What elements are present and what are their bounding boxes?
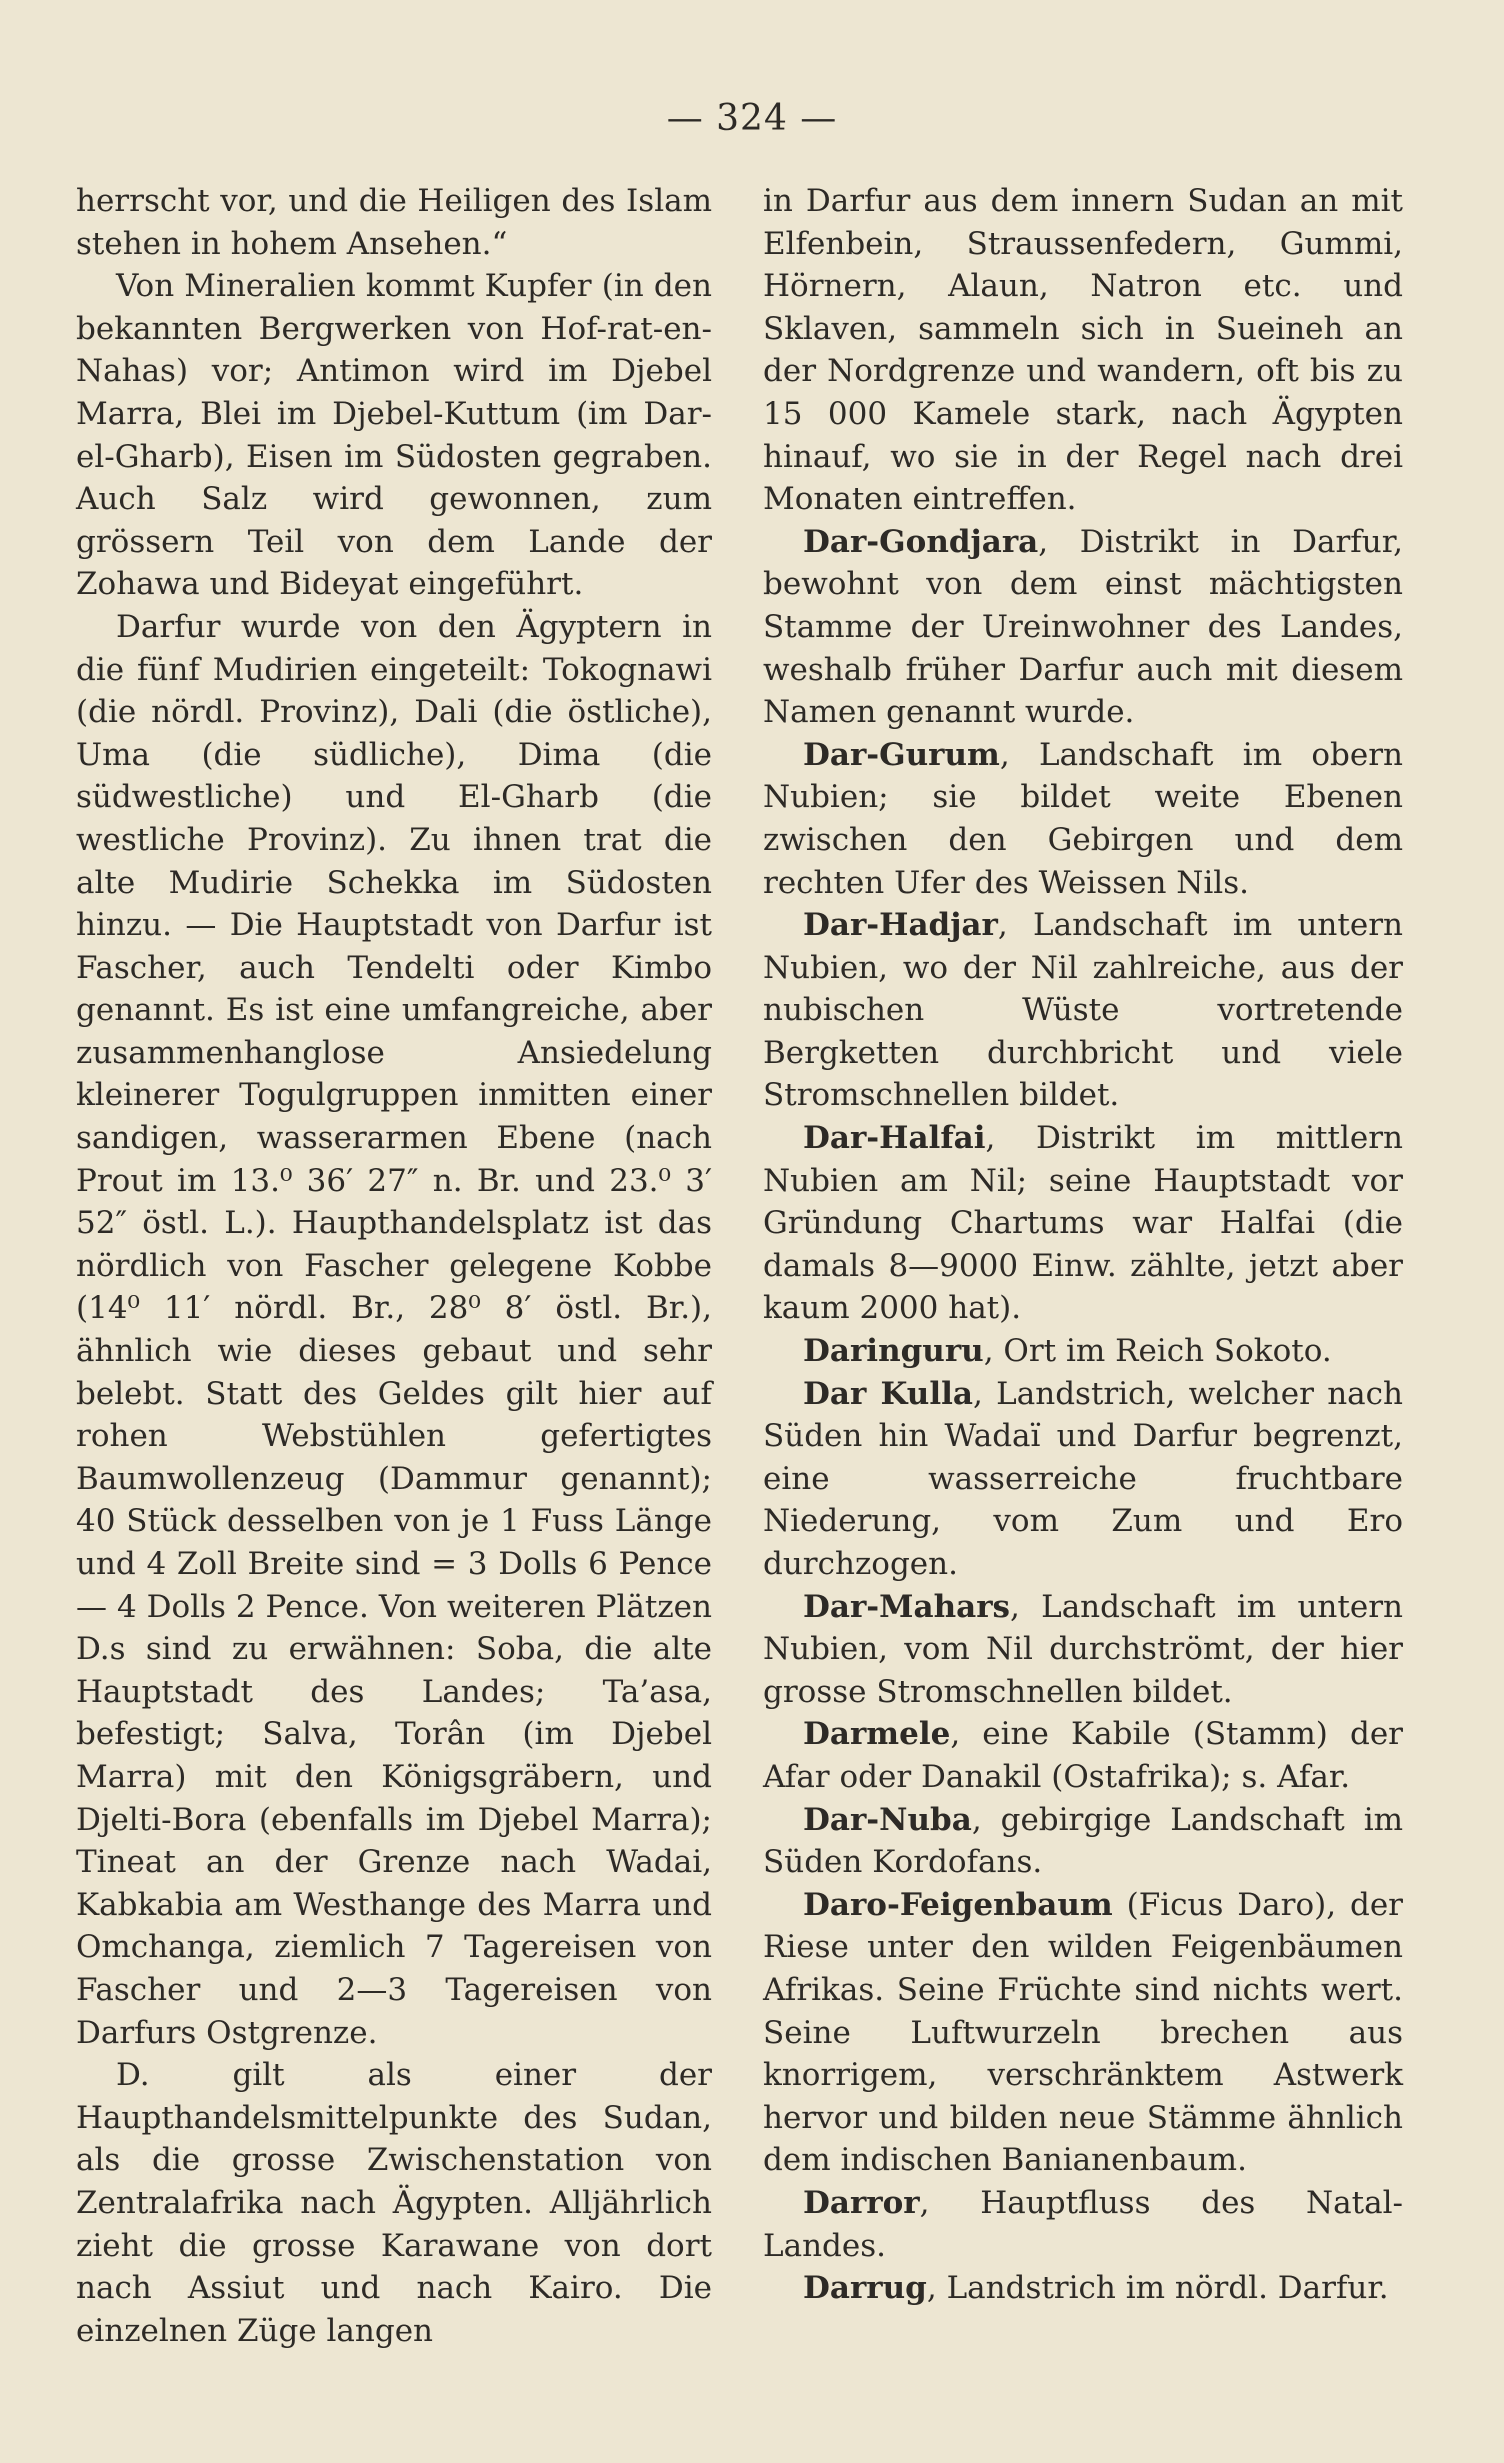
paragraph: Darfur wurde von den Ägyptern in die fünf Mudirien eingeteilt: Tokognawi (die nördl. Provinz), Dali (die östliche), Uma (die südliche), Dima (die südwestliche) und El-Gharb (die westliche Provinz). Zu ihnen trat die alte Mudirie Schekka im Südosten hinzu. — Die Hauptstadt von Darfur ist Fascher, auch Tendelti oder Kimbo genannt. Es ist eine umfangreiche, aber zusammenhanglose Ansiedelung kleinerer Togulgruppen inmitten einer sandigen, wasserarmen Ebene (nach Prout im 13.⁰ 36′ 27″ n. Br. und 23.⁰ 3′ 52″ östl. L.). Haupthandelsplatz ist das nördlich von Fascher gelegene Kobbe (14⁰ 11′ nördl. Br., 28⁰ 8′ östl. Br.), ähnlich wie dieses gebaut und sehr belebt. Statt des Geldes gilt hier auf rohen Webstühlen gefertigtes Baumwollenzeug (Dammur genannt); 40 Stück desselben von je 1 Fuss Länge und 4 Zoll Breite sind = 3 Dolls 6 Pence — 4 Dolls 2 Pence. Von weiteren Plätzen D.s sind zu erwähnen: Soba, die alte Hauptstadt des Landes; Ta’asa, befestigt; Salva, Torân (im Djebel Marra) mit den Königsgräbern, und Djelti-Bora (ebenfalls im Djebel Marra); Tineat an der Grenze nach Wadai, Kabkabia am Westhange des Marra und Omchanga, ziemlich 7 Tagereisen von Fascher und 2—3 Tagereisen von Darfurs Ostgrenze.	[76, 608, 712, 2051]
entry-text: , Hauptfluss des Natal-Landes.	[763, 2184, 1403, 2264]
page-number: — 324 —	[666, 98, 838, 139]
entry-text: , Landschaft im obern Nubien; sie bildet weite Ebenen zwischen den Gebirgen und dem rechten Ufer des Weissen Nils.	[763, 736, 1403, 901]
paragraph: D. gilt als einer der Haupthandelsmittelpunkte des Sudan, als die grosse Zwischenstation von Zentralafrika nach Ägypten. Alljährlich zieht die grosse Karawane von dort nach Assiut und nach Kairo. Die einzelnen Züge langen	[76, 2057, 712, 2349]
entry-headword: Dar-Gondjara	[803, 523, 1039, 560]
entry-text: in Darfur aus dem innern Sudan an mit Elfenbein, Straussenfedern, Gummi, Hörnern, Alaun, Natron etc. und Sklaven, sammeln sich in Sueineh an der Nordgrenze und wandern, oft bis zu 15 000 Kamele stark, nach Ägypten hinauf, wo sie in der Regel nach drei Monaten eintreffen.	[763, 183, 1403, 518]
entry-text: , Landschaft im untern Nubien, vom Nil durchströmt, der hier grosse Stromschnellen bildet.	[763, 1588, 1403, 1710]
dictionary-entry	[763, 521, 1403, 734]
entry-text: , Landstrich im nördl. Darfur.	[926, 2270, 1389, 2307]
entry-text: , Distrikt im mittlern Nubien am Nil; seine Hauptstadt vor Gründung Chartums war Halfai (die damals 8—9000 Einw. zählte, jetzt aber kaum 2000 hat).	[763, 1120, 1403, 1327]
entry-headword: Dar-Nuba	[803, 1801, 972, 1838]
left-column	[76, 180, 712, 2352]
dictionary-entry	[763, 1713, 1403, 1798]
entry-text: (Ficus Daro), der Riese unter den wilden Feigenbäumen Afrikas. Seine Früchte sind nichts wert. Seine Luftwurzeln brechen aus knorrigem, verschränktem Astwerk hervor und bilden neue Stämme ähnlich dem indischen Banianenbaum.	[763, 1886, 1403, 2179]
dictionary-entry	[763, 1884, 1403, 2182]
entry-headword: Dar-Gurum	[803, 736, 1000, 773]
dictionary-entry	[763, 1586, 1403, 1714]
entry-text: , gebirgige Landschaft im Süden Kordofans.	[763, 1801, 1403, 1881]
entry-text: , Landschaft im untern Nubien, wo der Nil zahlreiche, aus der nubischen Wüste vortretende Bergketten durchbricht und viele Stromschnellen bildet.	[763, 907, 1403, 1114]
dictionary-entry	[763, 1373, 1403, 1586]
paragraph	[763, 180, 1403, 521]
dictionary-entry	[763, 2267, 1403, 2310]
paragraph: Von Mineralien kommt Kupfer (in den bekannten Bergwerken von Hof-rat-en-Nahas) vor; Antimon wird im Djebel Marra, Blei im Djebel-Kuttum (im Dar-el-Gharb), Eisen im Südosten gegraben. Auch Salz wird gewonnen, zum grössern Teil von dem Lande der Zohawa und Bideyat eingeführt.	[76, 268, 712, 603]
right-column	[763, 180, 1403, 2310]
entry-headword: Daro-Feigenbaum	[803, 1886, 1113, 1923]
dictionary-entry	[763, 1330, 1403, 1373]
entry-headword: Darror	[803, 2184, 920, 2221]
entry-text: , eine Kabile (Stamm) der Afar oder Danakil (Ostafrika); s. Afar.	[763, 1716, 1403, 1795]
dictionary-entry	[763, 1117, 1403, 1330]
entry-headword: Dar-Hadjar	[803, 907, 998, 944]
entry-text: , Distrikt in Darfur, bewohnt von dem einst mächtigsten Stamme der Ureinwohner des Landes, weshalb früher Darfur auch mit diesem Namen genannt wurde.	[763, 523, 1403, 731]
entry-text: , Landstrich, welcher nach Süden hin Wadaï und Darfur begrenzt, eine wasserreiche fruchtbare Niederung, vom Zum und Ero durchzogen.	[763, 1375, 1403, 1582]
entry-headword: Dar-Halfai	[803, 1120, 986, 1157]
entry-headword: Daringuru	[803, 1333, 984, 1370]
entry-headword: Darrug	[803, 2270, 927, 2307]
entry-headword: Dar-Mahars	[803, 1588, 1010, 1625]
dictionary-entry	[763, 904, 1403, 1117]
dictionary-entry	[763, 1799, 1403, 1884]
entry-text: , Ort im Reich Sokoto.	[983, 1333, 1332, 1370]
paragraph: herrscht vor, und die Heiligen des Islam stehen in hohem Ansehen.“	[76, 183, 712, 262]
dictionary-entry	[763, 734, 1403, 904]
entry-headword: Dar Kulla	[803, 1375, 973, 1412]
entry-headword: Darmele	[803, 1716, 951, 1753]
dictionary-entry	[763, 2182, 1403, 2267]
